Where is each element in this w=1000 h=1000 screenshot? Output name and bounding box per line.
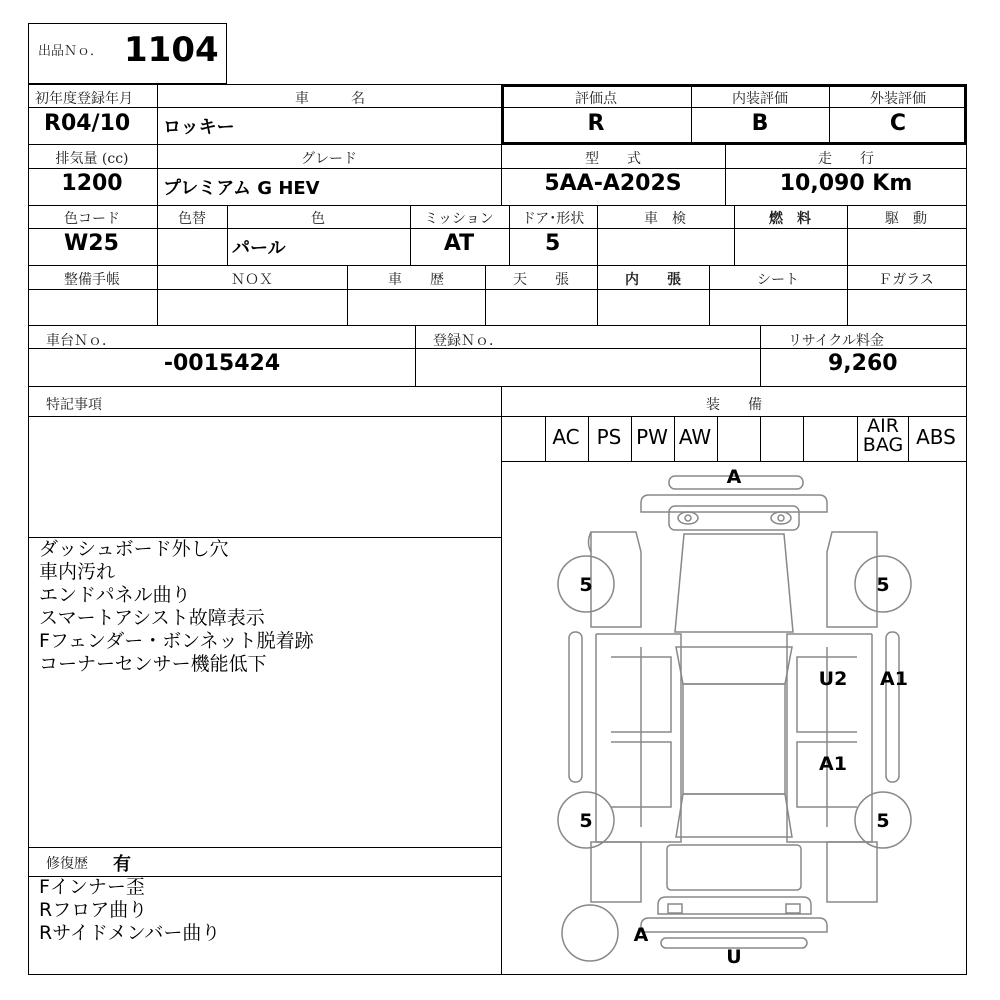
car-damage-diagram <box>501 462 967 975</box>
mark-u2: U2 <box>818 668 848 690</box>
equip-ac: AC <box>552 425 580 449</box>
note-item: ダッシュボード外し穴 <box>39 538 229 560</box>
nox-label: ＮＯＸ <box>231 272 273 288</box>
equip-pw: PW <box>636 425 668 449</box>
color-code-label: 色コード <box>64 211 120 227</box>
note-item: エンドパネル曲り <box>39 584 191 606</box>
color-code-value: W25 <box>64 231 119 256</box>
inner-lining-label: 内 張 <box>625 272 681 288</box>
note-item: 車内汚れ <box>39 561 116 583</box>
score-label: 評価点 <box>575 91 617 107</box>
interior-value: B <box>751 111 769 136</box>
car-name-value: ロッキー <box>163 117 235 138</box>
equip-ps: PS <box>596 425 622 449</box>
exterior-value: C <box>889 111 907 136</box>
repaint-label: 色替 <box>178 211 206 227</box>
repair-list <box>39 876 220 945</box>
repair-label: 修復歴 <box>46 856 88 872</box>
mileage-label: 走 行 <box>818 151 874 167</box>
chassis-label: 車台Ｎｏ． <box>46 333 116 349</box>
equip-airbag: AIR BAG <box>862 415 904 456</box>
mark-rear-u: U <box>726 946 742 968</box>
roof-lining-label: 天 張 <box>513 272 569 288</box>
interior-label: 内装評価 <box>732 91 788 107</box>
first-reg-value: R04/10 <box>44 111 131 136</box>
mark-tire-rl: 5 <box>579 810 593 832</box>
repair-item: Fインナー歪 <box>39 876 145 898</box>
repair-item: Rフロア曲り <box>39 899 148 921</box>
mark-a1-mid: A1 <box>819 753 847 775</box>
mission-value: AT <box>443 231 475 256</box>
first-reg-label: 初年度登録年月 <box>35 91 133 107</box>
score-value: R <box>587 111 605 136</box>
mark-tire-fl: 5 <box>579 574 593 596</box>
mileage-value: 10,090 Km <box>779 171 913 196</box>
mark-tire-fr: 5 <box>876 574 890 596</box>
fuel-label: 燃 料 <box>769 211 811 227</box>
reg-no-label: 登録Ｎｏ． <box>433 333 503 349</box>
equip-abs: ABS <box>916 425 956 449</box>
mark-a1-right: A1 <box>880 668 908 690</box>
color-label: 色 <box>311 211 325 227</box>
notes-list <box>39 538 314 676</box>
mark-front-top: A <box>726 466 742 488</box>
grade-value: プレミアム G HEV <box>163 178 320 199</box>
seat-label: シート <box>757 272 799 288</box>
lot-number: 1104 <box>124 30 219 70</box>
recycle-value: 9,260 <box>828 351 898 376</box>
front-glass-label: Ｆガラス <box>878 272 934 288</box>
model-value: 5AA-A202S <box>544 171 682 196</box>
repair-item: Rサイドメンバー曲り <box>39 922 221 944</box>
model-label: 型 式 <box>585 151 641 167</box>
history-label: 車 歴 <box>388 272 444 288</box>
notes-label: 特記事項 <box>46 397 102 413</box>
note-item: Fフェンダー・ボンネット脱着跡 <box>39 630 314 652</box>
door-value: 5 <box>545 231 561 256</box>
drive-label: 駆 動 <box>885 211 927 227</box>
lot-number-label: 出品Ｎｏ． <box>38 44 104 59</box>
displacement-label: 排気量 (cc) <box>55 151 129 167</box>
mission-label: ミッション <box>424 211 494 227</box>
equipment-label: 装 備 <box>706 397 762 413</box>
equip-aw: AW <box>678 425 712 449</box>
note-item: スマートアシスト故障表示 <box>39 607 265 629</box>
door-label: ドア･形状 <box>521 211 585 227</box>
mark-rear-a: A <box>633 924 649 946</box>
inspection-label: 車 検 <box>644 211 686 227</box>
displacement-value: 1200 <box>61 171 123 196</box>
recycle-label: リサイクル料金 <box>787 333 885 349</box>
service-book-label: 整備手帳 <box>64 272 120 288</box>
chassis-value: -0015424 <box>163 351 281 376</box>
repair-value: 有 <box>113 854 131 875</box>
grade-label: グレード <box>301 151 357 167</box>
mark-tire-rr: 5 <box>876 810 890 832</box>
car-name-label: 車 名 <box>295 91 365 107</box>
color-value: パール <box>232 238 286 259</box>
note-item: コーナーセンサー機能低下 <box>39 653 267 675</box>
exterior-label: 外装評価 <box>870 91 926 107</box>
